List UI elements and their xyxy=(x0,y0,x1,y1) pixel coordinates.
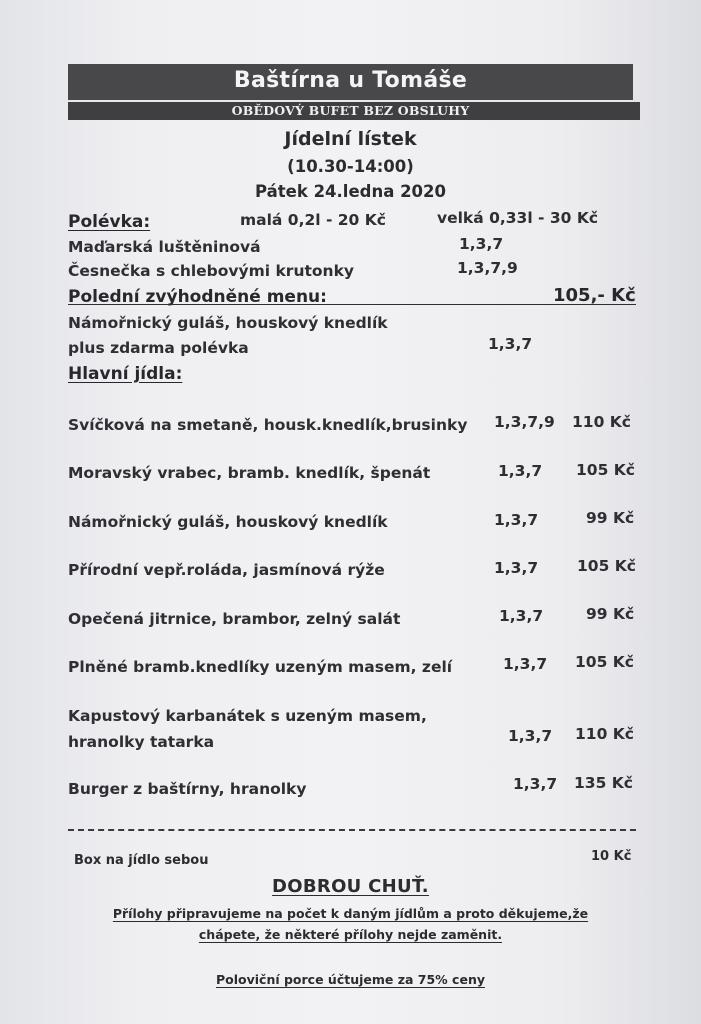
main-dish-allergens: 1,3,7 xyxy=(499,607,544,625)
lunch-menu-allergens: 1,3,7 xyxy=(488,335,533,353)
main-dish-price: 99 Kč xyxy=(586,605,635,623)
lunch-menu-line2: plus zdarma polévka xyxy=(68,339,249,357)
soup-heading: Polévka: xyxy=(68,212,151,232)
half-portion-note: Poloviční porce účtujeme za 75% ceny xyxy=(215,972,485,987)
lunch-menu-underline xyxy=(68,304,636,305)
main-dish-name: Moravský vrabec, bramb. knedlík, špenát xyxy=(68,464,431,482)
main-dish-name: Plněné bramb.knedlíky uzeným masem, zelí xyxy=(68,658,453,676)
menu-date: Pátek 24.ledna 2020 xyxy=(254,182,446,201)
lunch-menu-line1: Námořnický guláš, houskový knedlík xyxy=(68,314,388,332)
soup-large-price: velká 0,33l - 30 Kč xyxy=(437,209,599,227)
soup-item-allergens: 1,3,7 xyxy=(459,235,504,253)
note-line-1: Přílohy připravujeme na počet k daným jídlům a proto děkujeme,že xyxy=(112,906,589,921)
note-line-2: chápete, že některé přílohy nejde zaměnit. xyxy=(198,927,503,942)
main-dish-allergens: 1,3,7 xyxy=(508,727,553,745)
main-dish-allergens: 1,3,7,9 xyxy=(494,413,555,431)
menu-title: Jídelní lístek xyxy=(284,128,417,150)
box-price: 10 Kč xyxy=(591,849,632,864)
soup-item-name: Česnečka s chlebovými krutonky xyxy=(68,262,354,280)
lunch-menu-price: 105,- Kč xyxy=(553,285,636,306)
restaurant-subtitle: OBĚDOVÝ BUFET BEZ OBSLUHY xyxy=(231,103,470,118)
lunch-menu-heading: Polední zvýhodněné menu: xyxy=(68,287,327,307)
soup-small-price: malá 0,2l - 20 Kč xyxy=(240,211,386,229)
main-dish-price: 105 Kč xyxy=(576,461,635,479)
main-dish-allergens: 1,3,7 xyxy=(494,559,539,577)
closing-greeting: DOBROU CHUŤ. xyxy=(272,876,429,897)
main-dish-price: 110 Kč xyxy=(575,725,634,743)
main-dish-name: Opečená jitrnice, brambor, zelný salát xyxy=(68,610,401,628)
main-dish-allergens: 1,3,7 xyxy=(498,462,543,480)
main-dish-name: Burger z baštírny, hranolky xyxy=(68,780,307,798)
main-dish-name-line2: hranolky tatarka xyxy=(68,733,215,751)
main-dish-allergens: 1,3,7 xyxy=(494,511,539,529)
main-dish-price: 105 Kč xyxy=(575,653,634,671)
main-dish-name: Námořnický guláš, houskový knedlík xyxy=(68,513,388,531)
opening-hours: (10.30-14:00) xyxy=(287,157,414,176)
main-dish-price: 99 Kč xyxy=(586,509,635,527)
soup-item-allergens: 1,3,7,9 xyxy=(457,259,518,277)
main-dish-price: 135 Kč xyxy=(574,774,633,792)
main-dish-name: Kapustový karbanátek s uzeným masem, xyxy=(68,707,427,725)
main-dish-allergens: 1,3,7 xyxy=(503,655,548,673)
dashed-divider xyxy=(68,829,636,831)
box-label: Box na jídlo sebou xyxy=(74,853,209,868)
main-dish-price: 110 Kč xyxy=(572,413,631,431)
main-dish-price: 105 Kč xyxy=(577,557,636,575)
main-dishes-heading: Hlavní jídla: xyxy=(68,364,183,384)
restaurant-name: Baštírna u Tomáše xyxy=(233,68,468,93)
main-dish-name: Svíčková na smetaně, housk.knedlík,brusinky xyxy=(68,416,468,434)
main-dish-allergens: 1,3,7 xyxy=(513,775,558,793)
main-dish-name: Přírodní vepř.roláda, jasmínová rýže xyxy=(68,561,385,579)
soup-item-name: Maďarská luštěninová xyxy=(68,238,261,256)
